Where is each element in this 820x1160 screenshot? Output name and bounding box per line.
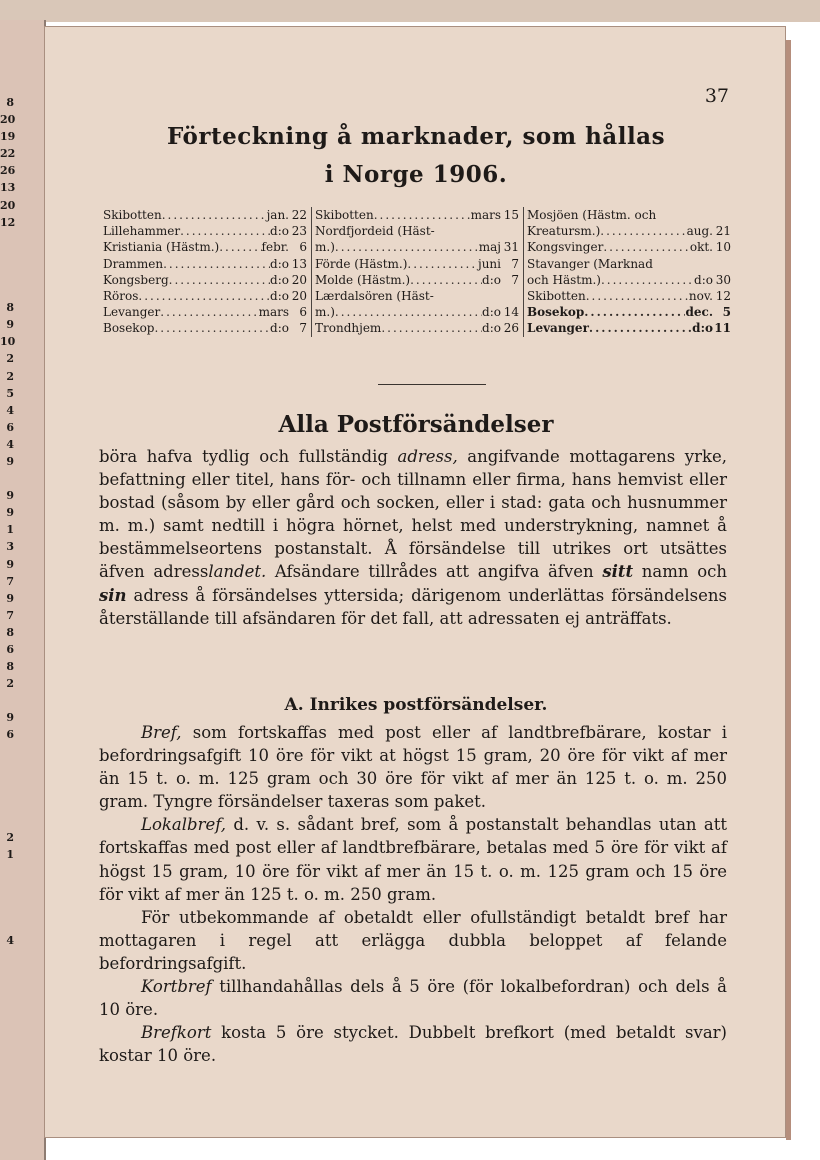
margin-number [0,880,14,897]
margin-number: 6 [6,728,14,742]
market-row [103,223,307,239]
market-row [103,256,307,272]
market-row [315,320,519,336]
margin-number: 26 [0,164,16,178]
market-month: juni [477,256,501,271]
market-month: d:o [270,288,289,303]
market-place: Bosekop [103,321,155,336]
margin-number: 9 [6,711,14,725]
margin-number [0,744,14,761]
leader-dots [162,207,267,223]
book-page [44,26,786,1138]
book-top-edge [0,0,820,22]
market-place: Skibotten [527,288,586,303]
margin-number: 9 [6,557,14,571]
market-place: Nordfjordeid (Häst- [315,224,435,239]
market-row [103,320,307,336]
margin-number: 12 [0,215,16,229]
market-row [527,239,731,255]
market-place: m.) [315,240,335,255]
market-place: Levanger [527,321,589,336]
post-heading: Alla Postförsändelser [278,411,554,438]
market-row [527,288,731,304]
market-day: 14 [503,305,519,320]
market-column-1 [103,207,307,337]
market-day: 23 [291,224,307,239]
market-month: mars [258,305,289,320]
market-place: Förde (Hästm.) [315,256,408,271]
market-place: m.) [315,305,335,320]
leader-dots [586,288,689,304]
margin-number: 2 [6,369,14,383]
previous-page-margin [0,20,46,1160]
margin-number [0,265,14,282]
margin-number: 4 [6,437,14,451]
market-day: 12 [715,288,731,303]
market-month: dec. [685,305,713,320]
leader-dots [589,320,692,336]
margin-number: 9 [6,318,14,332]
market-place: Kreatursm.) [527,224,601,239]
market-place: Skibotten [315,208,374,222]
market-row [315,288,519,304]
margin-number: 20 [0,113,16,127]
market-row [315,223,519,239]
margin-number: 3 [6,540,14,554]
market-row [527,223,731,239]
margin-number: 1 [6,523,14,537]
margin-numbers [0,94,14,949]
market-place: Röros [103,288,139,303]
leader-dots [584,304,685,320]
market-row [527,272,731,288]
paragraph-bref [99,721,727,813]
market-month: d:o [482,272,501,287]
market-month: d:o [692,321,713,336]
market-place: Molde (Hästm.) [315,272,411,287]
margin-number [0,778,14,795]
margin-number [0,897,14,914]
market-place: Lillehammer [103,224,181,239]
market-day: 21 [715,224,731,239]
margin-number [0,795,14,812]
market-day: 6 [299,305,307,320]
intro-emphasis-sitt: sitt [602,562,634,582]
margin-number [0,692,14,709]
margin-number: 4 [6,403,14,417]
margin-number: 8 [6,96,14,109]
margin-number: 22 [0,147,16,161]
margin-number: 10 [0,335,16,349]
margin-number: 13 [0,181,16,195]
market-column-3 [523,207,731,337]
leader-dots [180,223,270,239]
market-column-2 [311,207,519,337]
intro-emphasis-adress: adress, [397,447,458,466]
market-place: Skibotten [103,208,162,222]
market-day: 26 [503,321,519,336]
market-day: 22 [291,208,307,222]
paragraph-kortbref [99,975,727,1021]
market-row [103,304,307,320]
margin-number: 20 [0,198,16,212]
margin-number: 5 [6,386,14,400]
intro-emphasis-landet: landet. [208,562,267,582]
margin-number: 9 [6,591,14,605]
market-row [315,272,519,288]
leader-dots [219,239,261,255]
page-title-line-1: Förteckning å marknader, som hållas [166,123,666,150]
market-place: Kristiania (Hästm.) [103,240,220,255]
market-row [527,304,731,320]
term-bref: Bref, [141,723,182,742]
margin-number: 9 [6,489,14,503]
margin-number: 2 [6,677,14,691]
margin-number: 7 [6,608,14,622]
market-place: Drammen [103,256,164,271]
post-intro-paragraph [99,445,727,630]
market-day: 7 [299,321,307,336]
market-row [527,320,731,336]
margin-number: 7 [6,574,14,588]
margin-number [0,863,14,880]
text-kortbref: tillhandahållas dels å 5 öre (för lokalbefordran) och dels å 10 öre. [99,977,727,1020]
leader-dots [335,239,479,255]
subheading-inrikes: A. Inrikes postförsändelser. [284,695,548,715]
margin-number [0,761,14,778]
market-month: d:o [270,224,289,239]
intro-emphasis-sin: sin [99,585,127,605]
text-brefkort: kosta 5 öre stycket. Dubbelt brefkort (med betaldt svar) kostar 10 öre. [99,1023,727,1066]
margin-number [0,231,14,248]
margin-number: 8 [6,625,14,639]
intro-text-a: böra hafva tydlig och fullständig [99,447,398,466]
intro-text-e: adress å försändelses yttersida; därigenom underlättas försändelsens återställande till afsändaren för det fall, att adressaten ej anträffats. [99,585,727,628]
leader-dots [335,304,482,320]
market-place: Lærdalsören (Häst- [315,288,434,303]
margin-number: 6 [6,420,14,434]
market-month: febr. [261,240,289,255]
market-row [103,288,307,304]
paragraph-obetaldt: För utbekommande af obetaldt eller ofullständigt betaldt bref har mottagaren i regel att erlägga dubbla beloppet af felande befordringsafgift. [99,907,727,973]
intro-text-b: angifvande mottagarens yrke, befattning eller titel, hans för- och tillnamn eller firma, hans hemvist eller bostad (såsom by eller gård och socken, eller i stad: gata och husnummer m. m.) samt nedtill i högra hörnet, helst med understrykning, namnet å bestämmelseortens postanstalt. Å försändelse till utrikes ort utsättes äfven adress [99,447,727,582]
text-bref: som fortskaffas med post eller af landtbrefbärare, kostar i befordringsafgift 10 öre för vikt at högst 15 gram, 20 öre för vikt af mer än 15 t. o. m. 125 gram och 30 öre för vikt af mer än 125 t. o. m. 250 gram. Tyngre försändelser taxeras som paket. [99,723,727,812]
margin-number: 9 [6,506,14,520]
market-month: maj [478,240,501,255]
leader-dots [410,272,482,288]
market-day: 20 [291,272,307,287]
text-lokalbref: d. v. s. sådant bref, som å postanstalt behandlas utan att fortskaffas med post eller af landtbrefbärare, betalas med 5 öre för vikt af högst 15 gram, 10 öre för vikt af mer än 15 t. o. m. 125 gram och 15 öre för vikt af mer än 125 t. o. m. 250 gram. [99,815,727,904]
market-place: Kongsberg [103,272,169,287]
term-lokalbref: Lokalbref, [141,815,226,835]
market-row [315,304,519,320]
page-title-line-2: i Norge 1906. [324,161,508,188]
term-brefkort: Brefkort [141,1023,212,1043]
market-place: Stavanger (Marknad [527,256,653,271]
market-place: Mosjöen (Hästm. och [527,208,657,222]
term-kortbref: Kortbref [141,977,212,997]
market-day: 5 [722,305,731,320]
market-row [103,239,307,255]
margin-number [0,812,14,829]
margin-number [0,248,14,265]
market-row [315,207,519,223]
post-rules [99,721,727,1067]
market-place: Kongsvinger [527,240,604,255]
leader-dots [163,256,270,272]
margin-number [0,470,14,487]
market-row [103,207,307,223]
leader-dots [154,320,270,336]
leader-dots [138,288,270,304]
market-day: 15 [503,208,519,222]
market-day: 10 [715,240,731,255]
market-day: 7 [511,256,519,271]
leader-dots [601,272,694,288]
market-day: 6 [299,240,307,255]
market-row [315,256,519,272]
market-day: 11 [714,321,731,336]
market-month: d:o [482,305,501,320]
market-row [103,272,307,288]
market-row [315,239,519,255]
margin-number: 2 [6,831,14,845]
margin-number: 8 [6,660,14,674]
margin-number: 2 [6,352,14,366]
market-day: 7 [511,272,519,287]
market-place: och Hästm.) [527,272,601,287]
market-place: Trondhjem [315,321,382,336]
market-month: nov. [688,288,713,303]
page-number: 37 [704,85,729,107]
market-month: d:o [482,321,501,336]
leader-dots [407,256,478,272]
market-day: 31 [503,240,519,255]
margin-number: 19 [0,130,16,144]
page-edge [786,40,791,1140]
leader-dots [603,239,690,255]
leader-dots [160,304,258,320]
market-month: d:o [270,321,289,336]
margin-number: 8 [6,301,14,315]
market-row [527,256,731,272]
margin-number [0,282,14,299]
market-place: Bosekop [527,305,585,320]
market-month: aug. [686,224,713,239]
market-day: 13 [291,256,307,271]
market-month: jan. [266,208,289,222]
market-month: d:o [270,272,289,287]
paragraph-lokalbref [99,813,727,905]
margin-number: 6 [6,643,14,656]
market-day: 20 [291,288,307,303]
market-month: d:o [694,272,713,287]
margin-number: 4 [6,933,14,947]
leader-dots [381,320,482,336]
market-day: 30 [715,272,731,287]
intro-text-d: namn och [633,562,728,582]
leader-dots [600,223,686,239]
paragraph-brefkort [99,1021,727,1067]
leader-dots [169,272,270,288]
market-place: Levanger [103,305,161,320]
section-divider [378,384,486,385]
margin-number: 9 [6,454,14,468]
market-month: d:o [270,256,289,271]
intro-text-c: Afsändare tillrådes att angifva äfven [266,562,603,582]
market-row [527,207,731,223]
market-month: okt. [689,240,713,255]
margin-number: 1 [6,848,14,862]
leader-dots [374,207,471,223]
market-month: mars [470,208,501,222]
margin-number [0,915,14,932]
